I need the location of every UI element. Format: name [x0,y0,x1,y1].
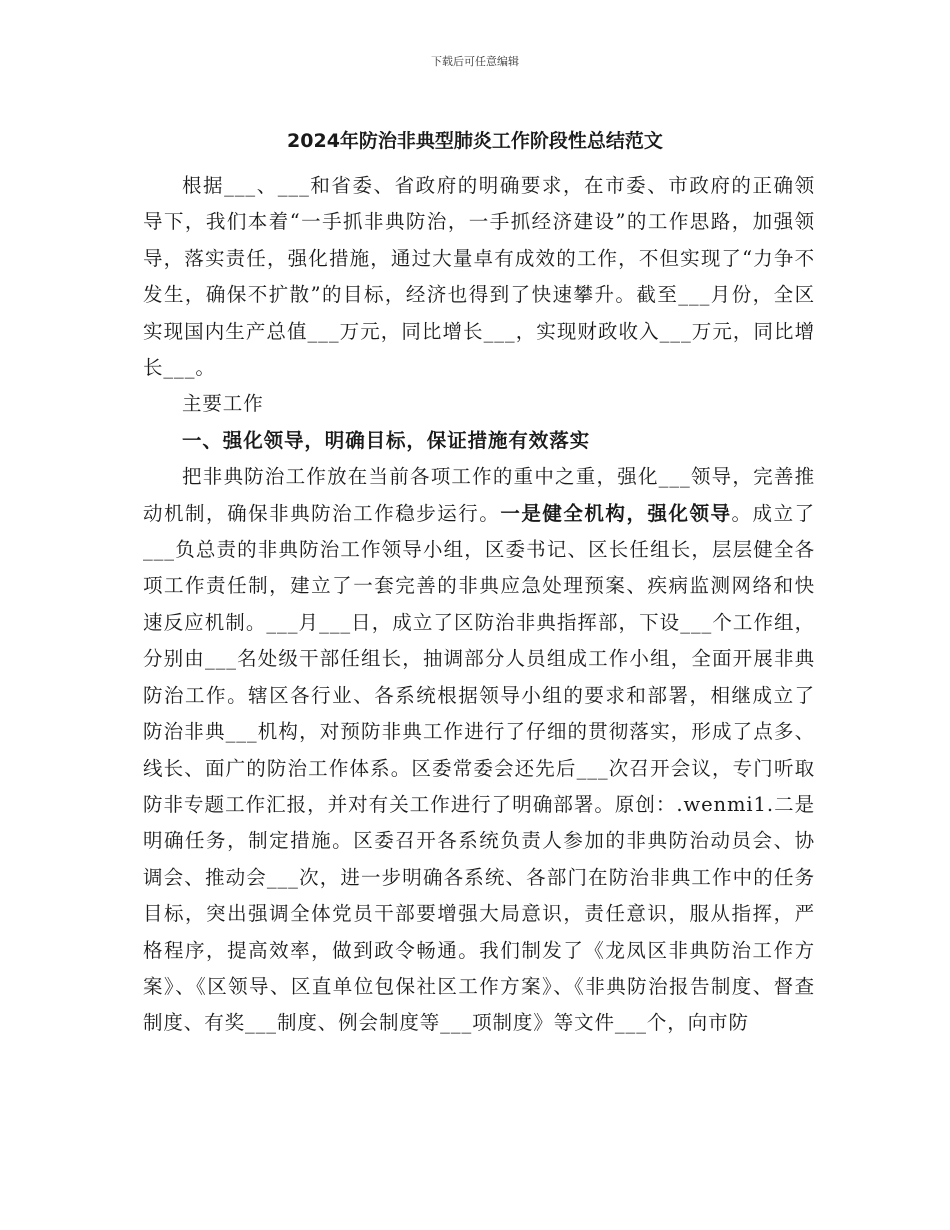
intro-paragraph: 根据___、___和省委、省政府的明确要求，在市委、市政府的正确领导下，我们本着“一手抓非典防治，一手抓经济建设”的工作思路，加强领导，落实责任，强化措施，通过大量卓有成效的工作，不但实现了“力争不发生，确保不扩散”的目标，经济也得到了快速攀升。截至___月份，全区实现国内生产总值___万元，同比增长___，实现财政收入___万元，同比增长___。 [143,174,815,380]
document-title: 2024年防治非典型肺炎工作阶段性总结范文 [287,130,663,152]
page-header-note: 下载后可任意编辑 [431,55,519,68]
document-body [143,168,815,1042]
paragraph-lead-text: 把非典防治工作放在当前各项工作的重中之重，强化___领导，完善推动机制，确保非典防治工作稳步运行。 [143,465,815,525]
body-paragraph-2 [143,459,815,1042]
section-label: 主要工作 [182,392,264,416]
paragraph-rest-text: 。成立了___负总责的非典防治工作领导小组，区委书记、区长任组长，层层健全各项工作责任制，建立了一套完善的非典应急处理预案、疾病监测网络和快速反应机制。___月___日，成立了区防治非典指挥部，下设___个工作组，分别由___名处级干部任组长，抽调部分人员组成工作小组，全面开展非典防治工作。辖区各行业、各系统根据领导小组的要求和部署，相继成立了防治非典___机构，对预防非典工作进行了仔细的贯彻落实，形成了点多、线长、面广的防治工作体系。区委常委会还先后___次召开会议，专门听取防非专题工作汇报，并对有关工作进行了明确部署。原创：.wenmi1.二是明确任务，制定措施。区委召开各系统负责人参加的非典防治动员会、协调会、推动会___次，进一步明确各系统、各部门在防治非典工作中的任务目标，突出强调全体党员干部要增强大局意识，责任意识，服从指挥，严格程序，提高效率，做到政令畅通。我们制发了《龙凤区非典防治工作方案》、《区领导、区直单位包保社区工作方案》、《非典防治报告制度、督查制度、有奖___制度、例会制度等___项制度》等文件___个，向市防 [143,501,815,1035]
bold-point-1: 一是健全机构，强化领导 [500,501,732,525]
section-heading-1: 一、强化领导，明确目标，保证措施有效落实 [182,428,591,452]
